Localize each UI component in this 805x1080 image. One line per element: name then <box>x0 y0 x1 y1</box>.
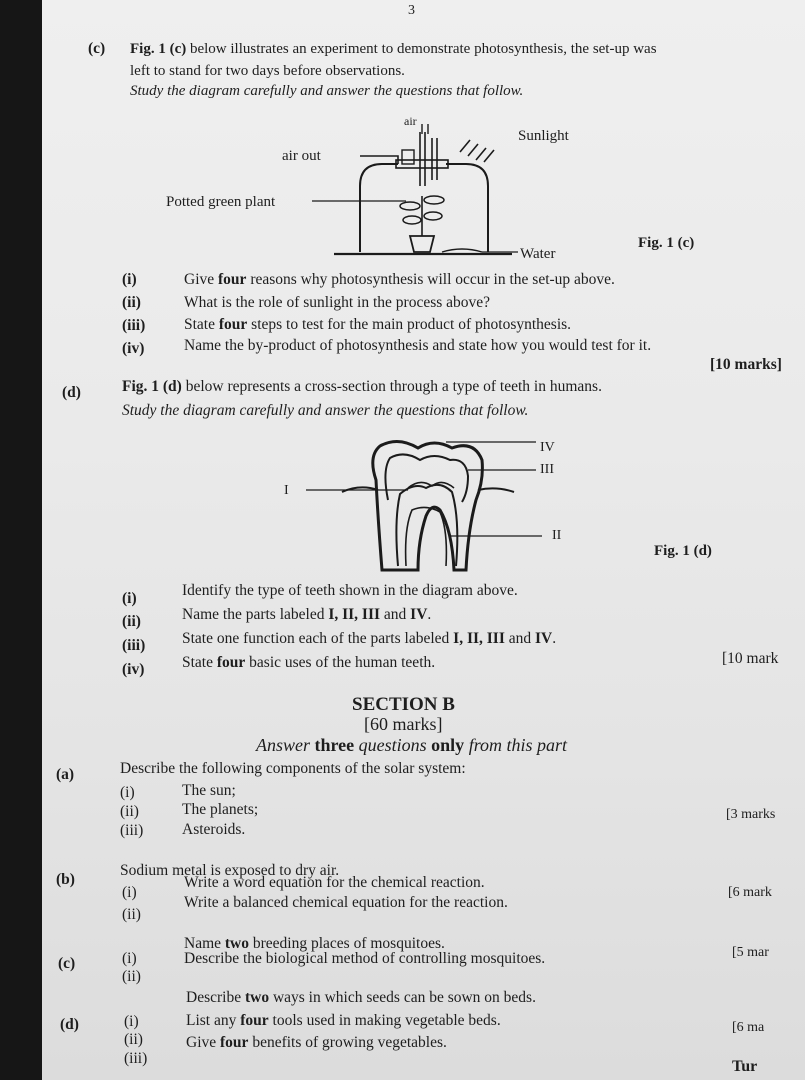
q1c-item-num: (ii) <box>122 294 141 311</box>
q2b-marks: [6 mark <box>728 885 772 900</box>
q1c-line2: left to stand for two days before observations. <box>130 63 405 79</box>
q1c-item-text: Name the by-product of photosynthesis and state how you would test for it. <box>184 337 652 354</box>
q1c-item-text: What is the role of sunlight in the process above? <box>184 294 491 311</box>
sunlight-label: Sunlight <box>518 128 569 144</box>
section-b-instruction: Answer three questions only from this part <box>256 735 568 755</box>
potted-plant-label: Potted green plant <box>166 194 276 210</box>
q2c-item-num: (ii) <box>122 968 141 985</box>
q1d-item-text: State one function each of the parts labeled I, II, III and IV. <box>182 630 557 647</box>
q1d-item-text: Name the parts labeled I, II, III and IV. <box>182 606 432 623</box>
q2d-item-num: (ii) <box>124 1031 143 1048</box>
q2a-item-num: (iii) <box>120 822 144 839</box>
q2b-item-num: (i) <box>122 884 137 901</box>
q1c-marks: [10 marks] <box>710 356 782 373</box>
q2d-item-num: (iii) <box>124 1050 148 1067</box>
q1d-item-text: Identify the type of teeth shown in the diagram above. <box>182 582 518 599</box>
q1c-item-text: State four steps to test for the main product of photosynthesis. <box>184 316 572 333</box>
q2a-marks: [3 marks <box>726 807 776 822</box>
fig1c-caption: Fig. 1 (c) <box>638 235 695 251</box>
exam-page <box>42 0 805 1080</box>
q2b-item-num: (ii) <box>122 906 141 923</box>
q1d-line1: Fig. 1 (d) below represents a cross-section through a type of teeth in humans. <box>122 378 602 395</box>
q2c-item-num: (i) <box>122 950 137 967</box>
q2a-letter: (a) <box>56 766 75 783</box>
q1d-item-num: (iv) <box>122 661 145 678</box>
q1c-item-num: (i) <box>122 271 137 288</box>
air-label: air <box>404 114 417 128</box>
q1d-item-num: (i) <box>122 590 137 607</box>
turn-over-note: Tur <box>732 1058 758 1075</box>
section-b-title: SECTION B <box>352 694 455 715</box>
fig1d-caption: Fig. 1 (d) <box>654 543 712 559</box>
q1d-item-text: State four basic uses of the human teeth. <box>182 654 436 671</box>
water-label: Water <box>520 246 556 262</box>
q1c-line1: Fig. 1 (c) below illustrates an experiment to demonstrate photosynthesis, the set-up was <box>130 41 657 57</box>
q1c-letter: (c) <box>88 40 106 57</box>
q2a-item-text: Asteroids. <box>182 821 246 838</box>
q2a-item-text: The planets; <box>182 801 259 818</box>
tooth-label-IV: IV <box>540 440 555 455</box>
q2d-letter: (d) <box>60 1016 79 1033</box>
q1c-item-text: Give four reasons why photosynthesis will occur in the set-up above. <box>184 271 615 288</box>
tooth-label-I: I <box>284 483 289 498</box>
q1d-letter: (d) <box>62 384 81 401</box>
q2d-item-text: List any four tools used in making vegetable beds. <box>186 1012 501 1029</box>
q1d-item-num: (ii) <box>122 613 141 630</box>
q2d-item-text: Describe two ways in which seeds can be sown on beds. <box>186 989 536 1006</box>
q2a-item-text: The sun; <box>182 782 236 799</box>
q1c-instruction: Study the diagram carefully and answer the questions that follow. <box>130 83 524 99</box>
q1d-marks: [10 mark <box>722 650 779 667</box>
page-number: 3 <box>408 3 415 18</box>
q2a-stem: Describe the following components of the solar system: <box>120 760 466 777</box>
q2a-item-num: (ii) <box>120 803 139 820</box>
q2b-item-text: Write a word equation for the chemical reaction. <box>184 874 485 891</box>
q1d-item-num: (iii) <box>122 637 146 654</box>
q2c-letter: (c) <box>58 955 76 972</box>
q2c-marks: [5 mar <box>732 945 769 960</box>
q1c-item-num: (iv) <box>122 340 145 357</box>
q2a-item-num: (i) <box>120 784 135 801</box>
tooth-label-III: III <box>540 462 554 477</box>
q1c-item-num: (iii) <box>122 317 146 334</box>
q2d-item-num: (i) <box>124 1013 139 1030</box>
q2d-marks: [6 ma <box>732 1020 765 1035</box>
tooth-cross-section-diagram <box>42 0 805 1080</box>
air-out-label: air out <box>282 148 321 164</box>
q2c-item-text: Describe the biological method of controlling mosquitoes. <box>184 950 546 967</box>
q2d-item-text: Give four benefits of growing vegetables. <box>186 1034 447 1051</box>
q2b-stem: Sodium metal is exposed to dry air. <box>120 862 340 879</box>
q1d-instruction: Study the diagram carefully and answer the questions that follow. <box>122 402 529 419</box>
section-b-marks: [60 marks] <box>364 714 443 734</box>
tooth-label-II: II <box>552 528 562 543</box>
q2b-letter: (b) <box>56 871 75 888</box>
q2c-item-text: Name two breeding places of mosquitoes. <box>184 935 445 952</box>
q2b-item-text: Write a balanced chemical equation for the reaction. <box>184 894 508 911</box>
